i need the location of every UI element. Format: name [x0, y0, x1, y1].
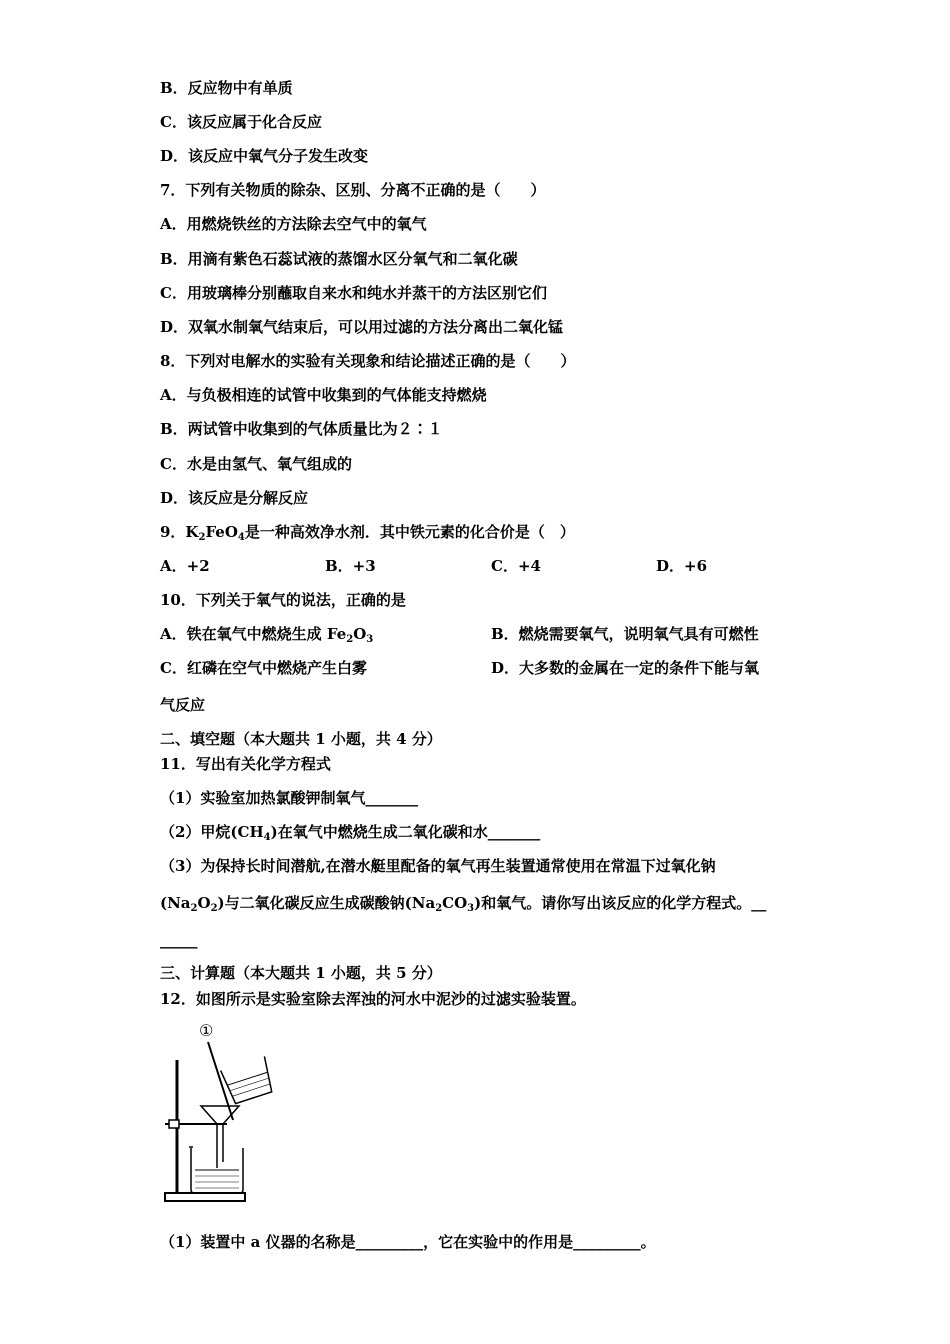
q9-stem: 9．$K_2FeO_4$是一种高效净水剂．其中铁元素的化合价是（ ）	[160, 523, 575, 543]
q8-option-c: C．水是由氢气、氧气组成的	[160, 455, 352, 473]
q7-stem: 7．下列有关物质的除杂、区别、分离不正确的是（ ）	[160, 181, 546, 199]
q10-option-a: A．铁在氧气中燃烧生成 $Fe_2O_3$	[160, 625, 374, 645]
q8-option-d: D．该反应是分解反应	[160, 489, 309, 507]
q11-part-1: （1）实验室加热氯酸钾制氧气_______	[160, 789, 418, 807]
q9-option-b: B．+3	[325, 557, 376, 575]
q7-option-d: D．双氧水制氧气结束后，可以用过滤的方法分离出二氧化锰	[160, 318, 564, 336]
q9-option-a: A．+2	[160, 557, 210, 575]
q7-option-b: B．用滴有紫色石蕊试液的蒸馏水区分氧气和二氧化碳	[160, 250, 518, 268]
q9-option-d: D．+6	[656, 557, 708, 575]
q10-option-d-cont: 气反应	[160, 696, 206, 714]
q11-part-3-line1: （3）为保持长时间潜航,在潜水艇里配备的氧气再生装置通常使用在常温下过氧化钠	[160, 857, 716, 875]
q9-option-c: C．+4	[491, 557, 541, 575]
q8-option-a: A．与负极相连的试管中收集到的气体能支持燃烧	[160, 386, 487, 404]
q7-option-a: A．用燃烧铁丝的方法除去空气中的氧气	[160, 215, 427, 233]
q10-option-d: D．大多数的金属在一定的条件下能与氧	[491, 659, 760, 677]
q10-option-c: C．红磷在空气中燃烧产生白雾	[160, 659, 367, 677]
q7-option-c: C．用玻璃棒分别蘸取自来水和纯水并蒸干的方法区别它们	[160, 284, 547, 302]
q10-option-b: B．燃烧需要氧气，说明氧气具有可燃性	[491, 625, 759, 643]
q11-part-2: （2）甲烷$(CH_4)$在氧气中燃烧生成二氧化碳和水_______	[160, 823, 541, 843]
q10-stem: 10．下列关于氧气的说法，正确的是	[160, 591, 406, 609]
q6-option-d: D．该反应中氧气分子发生改变	[160, 147, 369, 165]
q6-option-b: B．反应物中有单质	[160, 79, 293, 97]
section-3-heading: 三、计算题（本大题共 1 小题，共 5 分）	[160, 964, 442, 982]
q11-stem: 11．写出有关化学方程式	[160, 755, 331, 773]
q8-stem: 8．下列对电解水的实验有关现象和结论描述正确的是（ ）	[160, 352, 576, 370]
q11-part-3-line2: $(Na_2O_2)$与二氧化碳反应生成碳酸钠$(Na_2CO_3)$和氧气。请你写出该反应的化学方程式。__	[160, 894, 767, 914]
q12-part-1: （1）装置中 a 仪器的名称是_________，它在实验中的作用是_________。	[160, 1233, 656, 1251]
q6-option-c: C．该反应属于化合反应	[160, 113, 322, 131]
q11-part-3-line3: _____	[160, 931, 198, 949]
figure-label: ①	[199, 1021, 214, 1040]
q8-option-b: B．两试管中收集到的气体质量比为２∶１	[160, 420, 443, 438]
filtration-apparatus-figure	[155, 1040, 285, 1210]
q12-stem: 12．如图所示是实验室除去浑浊的河水中泥沙的过滤实验装置。	[160, 990, 586, 1008]
section-2-heading: 二、填空题（本大题共 1 小题，共 4 分）	[160, 730, 442, 748]
